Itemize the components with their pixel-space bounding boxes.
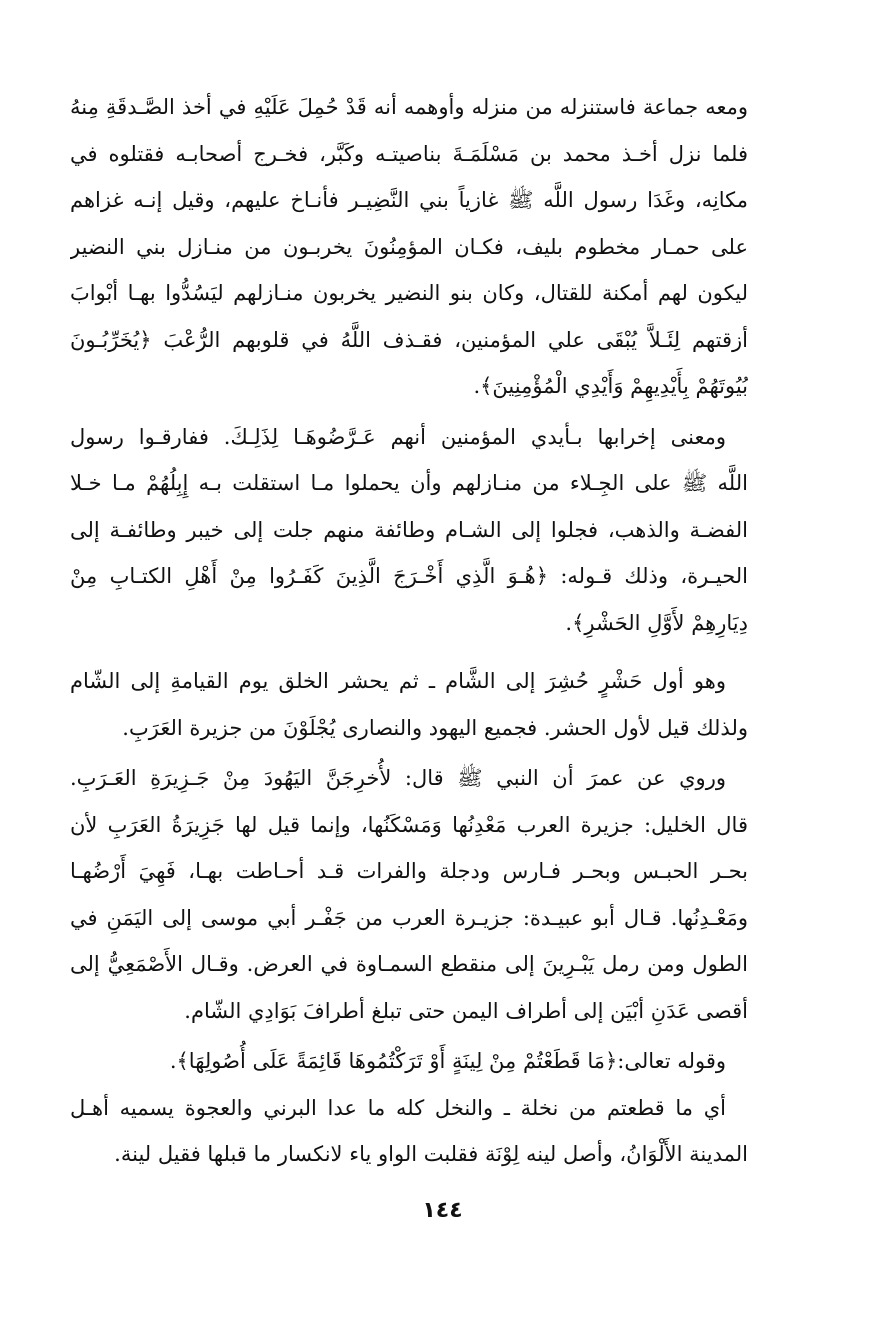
text-line: بحـر الحبـس وبحـر فـارس ودجلة والفرات قـد أحـاطت بهـا، فَهِيَ أَرْضُهـا: [70, 859, 748, 883]
text-line: أزقتهم لِئَـلاَّ يُبْقَى علي المؤمنين، فقـذف اللَّهُ في قلوبهم الرُّعْبَ ﴿يُخَرِّبُـونَ: [70, 327, 748, 352]
paragraph-1: [70, 84, 748, 410]
text-line: قال الخليل: جزيرة العرب مَعْدِنُها وَمَسْكَنُها، وإنما قيل لها جَزِيرَةُ العَرَبِ لأن: [70, 812, 748, 837]
page-body: [70, 84, 748, 1178]
text-line: ومعنى إخرابها بـأيدي المؤمنين أنهم عَـرَّضُوهَـا لِذَلِـكَ. ففارقـوا رسول: [70, 424, 726, 449]
text-line: مكانِه، وغَدَا رسول اللَّه ﷺ غازياً بني النَّضِيـر فأنـاخ عليهم، وقيل إنـه غزاهم: [70, 188, 748, 212]
page-number: ١٤٤: [422, 1198, 463, 1223]
paragraph-6: [70, 1085, 748, 1178]
text-line: الحيـرة، وذلك قـوله: ﴿هُـوَ الَّذِي أَخْـرَجَ الَّذِينَ كَفَـرُوا مِنْ أَهْلِ الكتـابِ مِنْ: [70, 564, 748, 588]
text-line: المدينة الأَلْوَانُ، وأصل لينه لِوْنَة فقلبت الواو ياء لانكسار ما قبلها فقيل لينة.: [114, 1142, 748, 1166]
text-line: ومَعْـدِنُها. قـال أبو عبيـدة: جزيـرة العرب من جَفْـر أبي موسى إلى اليَمَنِ في: [70, 905, 748, 930]
text-line: وروي عن عمرَ أن النبي ﷺ قال: لأُخرِجَنَّ اليَهُودَ مِنْ جَـزِيرَةِ العَـرَبِ.: [70, 766, 726, 790]
text-line: أي ما قطعتم من نخلة ـ والنخل كله ما عدا البرني والعجوة يسميه أهـل: [70, 1095, 726, 1120]
text-line: أقصى عَدَنِ أبْيَن إلى أطراف اليمن حتى تبلغ أطرافَ بَوَادِي الشّام.: [184, 998, 748, 1023]
text-line: ولذلك قيل لأول الحشر. فجميع اليهود والنصارى يُجْلَوْنَ من جزيرة العَرَبِ.: [122, 715, 748, 740]
paragraph-2: [70, 414, 748, 647]
text-line: دِيَارِهِمْ لأَوَّلِ الحَشْرِ﴾.: [565, 610, 748, 635]
text-line: فلما نزل أخـذ محمد بن مَسْلَمَـةَ بناصيتـه وكَبَّر، فخـرج أصحابـه فقتلوه في: [70, 141, 748, 166]
text-line: وقوله تعالى:﴿مَا قَطَعْتُمْ مِنْ لِينَةٍ أَوْ تَرَكْتُمُوهَا قَائِمَةً عَلَى أُصُولِهَا﴾.: [169, 1049, 726, 1073]
text-line: ليكون لهم أمكنة للقتال، وكان بنو النضير يخربون منـازلهم ليَسُدُّوا بهـا أبْوابَ: [70, 281, 748, 305]
text-line: وهو أول حَشْرٍ حُشِرَ إلى الشَّام ـ ثم يحشر الخلق يوم القيامةِ إلى الشّام: [70, 669, 726, 693]
paragraph-3: [70, 658, 748, 751]
paragraph-4: [70, 755, 748, 1034]
text-line: الفضـة والذهب، فجلوا إلى الشـام وطائفة منهم جلت إلى خيبر وطائفـة إلى: [70, 517, 748, 542]
text-line: الطول ومن رمل يَبْـرِينَ إلى منقطع السمـاوة في العرض. وقـال الأَصْمَعِيُّ إلى: [70, 952, 748, 976]
paragraph-5: [70, 1038, 748, 1085]
text-line: اللَّه ﷺ على الجِـلاء من منـازلهم وأن يحملوا مـا استقلت بـه إِبِلُهُمْ مـا خـلا: [70, 471, 748, 495]
text-line: بُيُوتَهُمْ بِأَيْدِيهِمْ وَأَيْدِي الْمُؤْمِنِينَ﴾.: [473, 374, 748, 398]
text-line: ومعه جماعة فاستنزله من منزله وأوهمه أنه قَدْ حُمِلَ عَلَيْهِ في أخذ الصَّـدقَةِ مِنهُ: [70, 95, 748, 119]
text-line: على حمـار مخطوم بليف، فكـان المؤمِنُونَ يخربـون من منـازل بني النضير: [70, 234, 748, 259]
